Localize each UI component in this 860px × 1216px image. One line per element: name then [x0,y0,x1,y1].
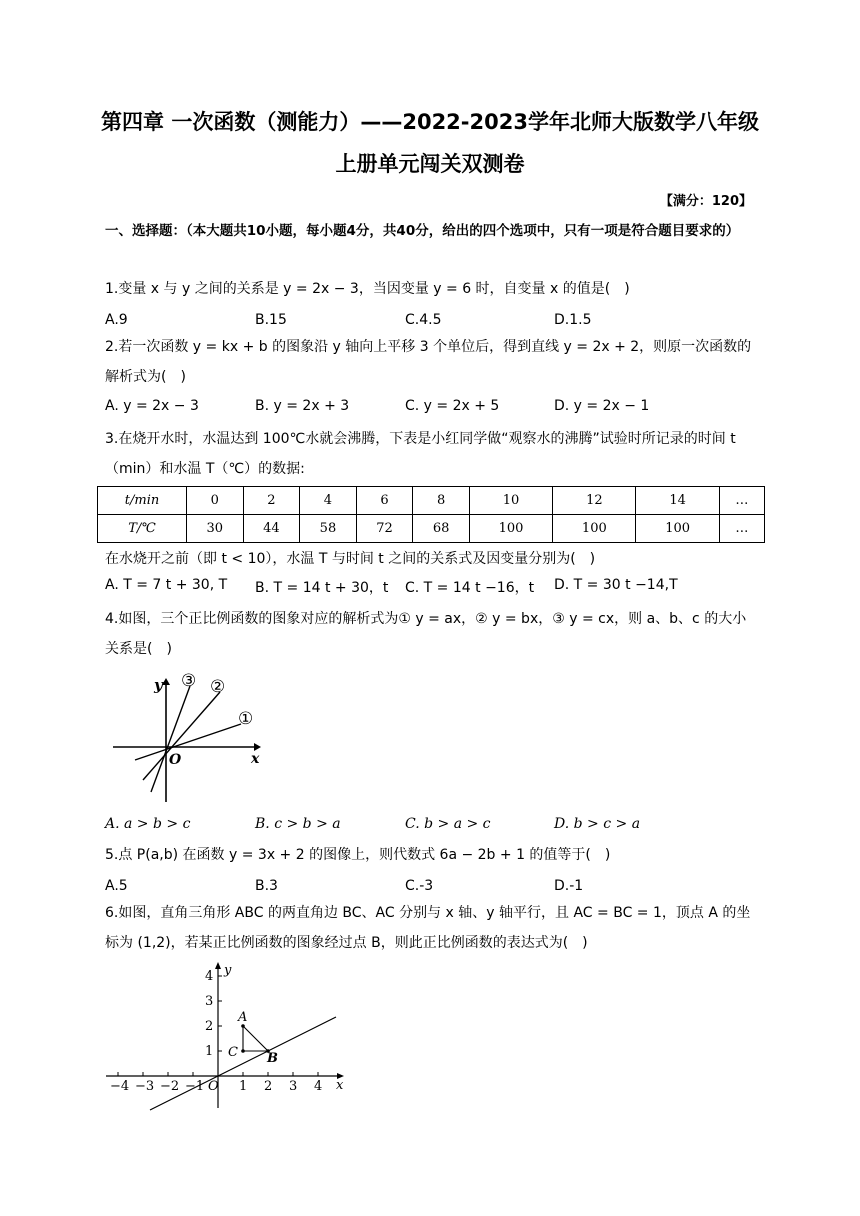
x-tick-label: −3 [135,1079,155,1094]
x-tick-label: 4 [314,1079,323,1094]
option-d: D.-1 [554,878,584,894]
table-cell: 30 [187,515,244,543]
table-cell: 44 [243,515,300,543]
option-c: C.4.5 [405,312,442,328]
y-ticks [218,976,222,1051]
table-cell: 100 [469,515,552,543]
x-axis-label: x [251,751,260,767]
y-axis-label: y [224,963,232,978]
page-title: 第四章 一次函数（测能力）——2022-2023学年北师大版数学八年级 [101,110,759,134]
table-cell: 100 [636,515,719,543]
table-cell: 4 [300,487,357,515]
option-a: A.9 [105,312,128,328]
point-c [241,1049,245,1053]
table-cell: 10 [469,487,552,515]
table-cell: 0 [187,487,244,515]
y-axis-label: y [154,676,163,694]
option-c: C. T = 14 t −16，t [405,580,535,596]
figure-right-triangle [104,958,354,1118]
option-b: B.3 [255,878,278,894]
vertex-label-a: A [238,1010,248,1025]
option-a: A. a > b > c [105,816,191,832]
table-cell: 8 [413,487,470,515]
page-subtitle: 上册单元闯关双测卷 [335,152,525,176]
question-1-stem: 1.变量 x 与 y 之间的关系是 y = 2x − 3，当因变量 y = 6 时，自变量 x 的值是( ) [105,281,630,297]
table-row [98,515,765,543]
data-table [97,486,765,543]
option-b: B. y = 2x + 3 [255,398,350,414]
line-2 [143,692,220,780]
vertex-label-c: C [228,1045,238,1060]
line-label-2: ② [210,677,226,697]
table-cell: 6 [356,487,413,515]
question-3-followup: 在水烧开之前（即 t < 10），水温 T 与时间 t 之间的关系式及因变量分别为( ) [105,551,596,567]
question-5-stem: 5.点 P(a,b) 在函数 y = 3x + 2 的图像上，则代数式 6a − 2b + 1 的值等于( ) [105,847,611,863]
y-tick-label: 3 [205,994,214,1009]
table-cell: 14 [636,487,719,515]
vertex-label-b: B [267,1051,278,1066]
line-label-1: ① [238,709,254,729]
option-b: B. T = 14 t + 30，t [255,580,389,596]
x-tick-label: −2 [160,1079,180,1094]
option-a: A. T = 7 t + 30, T [105,577,228,593]
option-c: C. y = 2x + 5 [405,398,500,414]
y-axis-arrow-icon [162,678,170,685]
x-axis-arrow-icon [254,743,261,751]
option-c: C. b > a > c [405,816,491,832]
table-cell: … [719,487,764,515]
table-cell: 12 [553,487,636,515]
option-d: D.1.5 [554,312,592,328]
option-b: B. c > b > a [255,816,341,832]
question-4-stem: 4.如图，三个正比例函数的图象对应的解析式为① y = ax，② y = bx，③ y = cx，则 a、b、c 的大小关系是( ) [105,611,747,657]
table-cell: 2 [243,487,300,515]
table-cell: … [719,515,764,543]
option-d: D. b > c > a [554,816,641,832]
option-c: C.-3 [405,878,434,894]
table-cell: T/℃ [98,515,187,543]
table-row [98,487,765,515]
x-axis-label: x [336,1078,344,1093]
x-tick-label: −4 [110,1079,130,1094]
line-3 [151,686,190,792]
origin-label: O [208,1079,219,1094]
option-d: D. y = 2x − 1 [554,398,650,414]
x-tick-label: −1 [185,1079,205,1094]
line-label-3: ③ [181,671,197,691]
x-tick-label: 1 [239,1079,248,1094]
y-axis-arrow-icon [215,962,221,969]
x-tick-label: 2 [264,1079,273,1094]
origin-label: O [169,752,182,768]
total-score: 【满分：120】 [659,194,752,209]
question-3-stem: 3.在烧开水时，水温达到 100℃水就会沸腾，下表是小红同学做“观察水的沸腾”试验时所记录的时间 t（min）和水温 T（℃）的数据: [105,431,736,477]
option-b: B.15 [255,312,287,328]
figure-proportional-lines [105,668,275,808]
option-a: A. y = 2x − 3 [105,398,199,414]
option-a: A.5 [105,878,128,894]
option-d: D. T = 30 t −14,T [554,577,678,593]
section-heading: 一、选择题：（本大题共10小题，每小题4分，共40分，给出的四个选项中，只有一项是符合题目要求的） [105,223,740,239]
question-6-stem: 6.如图，直角三角形 ABC 的两直角边 BC、AC 分别与 x 轴、y 轴平行，且 AC = BC = 1，顶点 A 的坐标为 (1,2)，若某正比例函数的图象经过点 B，则此正比例函数的表达式为( ) [105,905,751,951]
y-tick-label: 4 [205,969,214,984]
x-tick-label: 3 [289,1079,298,1094]
question-2-stem: 2.若一次函数 y = kx + b 的图象沿 y 轴向上平移 3 个单位后，得到直线 y = 2x + 2，则原一次函数的解析式为( ) [105,339,752,385]
y-tick-label: 1 [205,1044,214,1059]
table-cell: 58 [300,515,357,543]
triangle-abc [243,1026,268,1051]
table-cell: 100 [553,515,636,543]
y-tick-label: 2 [205,1019,214,1034]
table-cell: 68 [413,515,470,543]
table-cell: 72 [356,515,413,543]
table-cell: t/min [98,487,187,515]
